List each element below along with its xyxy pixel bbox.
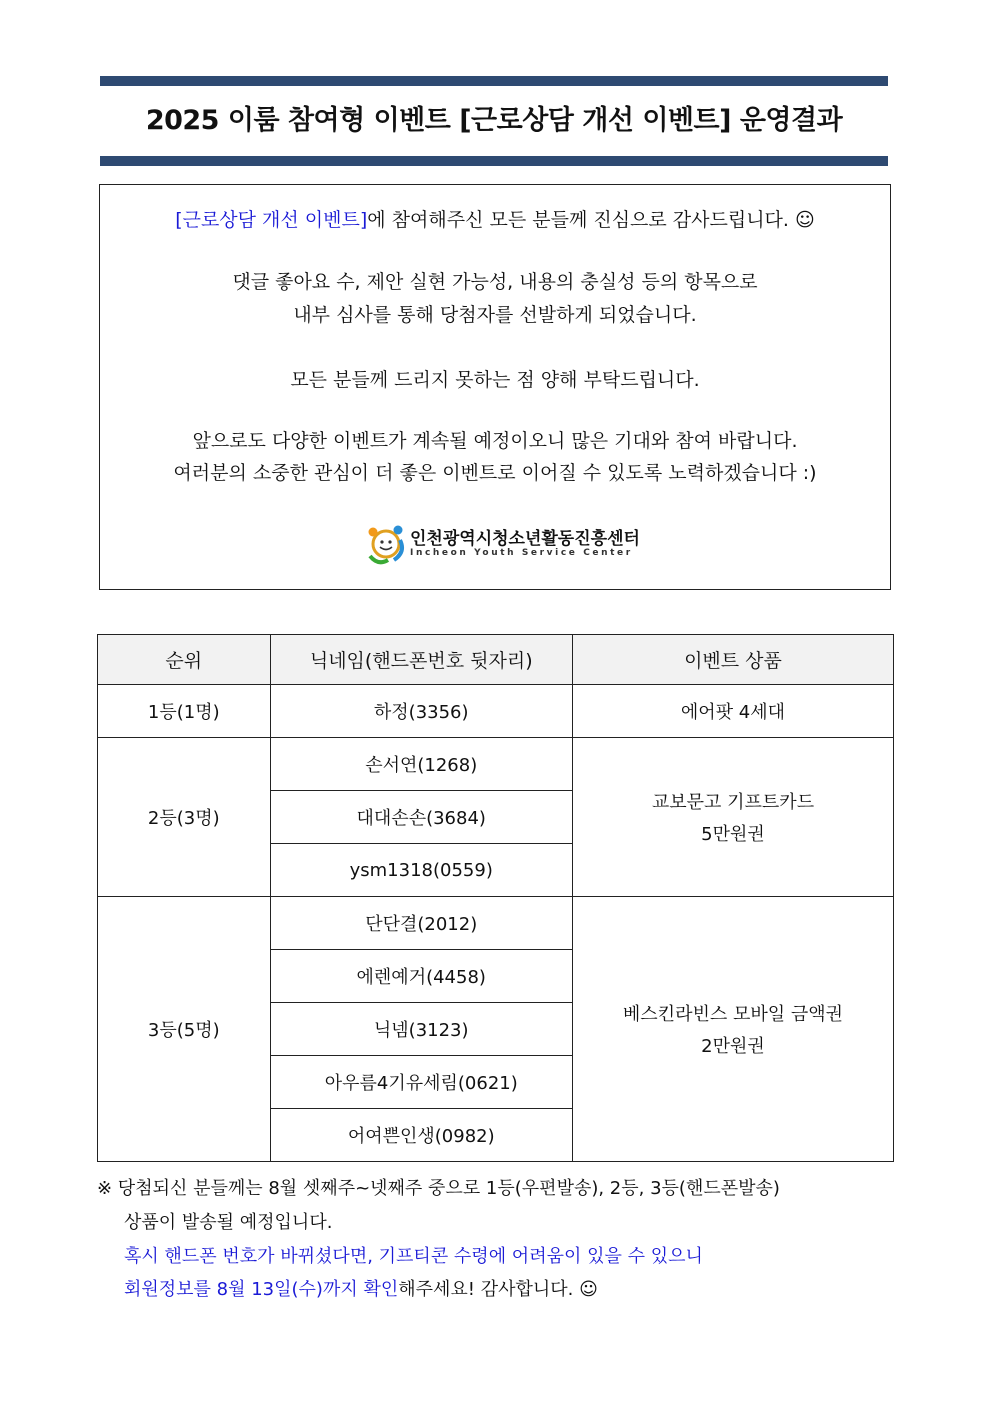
table-row — [98, 897, 894, 950]
thanks-text: 에 참여해주신 모든 분들께 진심으로 감사드립니다. ☺ — [367, 209, 815, 231]
winners-table — [97, 634, 894, 1162]
notice-line-3: 내부 심사를 통해 당첨자를 선발하게 되었습니다. — [293, 304, 697, 326]
page-title: 2025 이룸 참여형 이벤트 [근로상담 개선 이벤트] 운영결과 — [145, 105, 843, 136]
member-info-highlight: 회원정보를 8월 13일(수)까지 확인 — [124, 1279, 399, 1300]
center-logo — [364, 522, 640, 566]
footer-note-line-1: ※ 당첨되신 분들께는 8월 셋째주~넷째주 중으로 1등(우편발송), 2등, 3등(핸드폰발송) — [97, 1178, 780, 1199]
prize-cell — [572, 738, 893, 897]
winner-cell: 닉넴(3123) — [270, 1003, 572, 1056]
title-top-rule — [100, 76, 888, 86]
prize-line-1: 교보문고 기프트카드 — [651, 792, 815, 813]
footer-warning-line: 혹시 핸드폰 번호가 바뀌셨다면, 기프티콘 수령에 어려움이 있을 수 있으니 — [124, 1246, 703, 1267]
footer-note-line-2: 상품이 발송될 예정입니다. — [124, 1212, 333, 1233]
table-header-row — [98, 635, 894, 685]
winner-cell: 손서연(1268) — [270, 738, 572, 791]
notice-line-5: 앞으로도 다양한 이벤트가 계속될 예정이오니 많은 기대와 참여 바랍니다. — [192, 430, 798, 452]
table-row — [98, 685, 894, 738]
header-nickname: 닉네임(핸드폰번호 뒷자리) — [270, 635, 572, 685]
table-row — [98, 738, 894, 791]
closing-text: 해주세요! 감사합니다. ☺ — [398, 1279, 598, 1300]
logo-name-english: Incheon Youth Service Center — [410, 548, 633, 558]
winner-cell: 어여쁜인생(0982) — [270, 1109, 572, 1162]
notice-line-6: 여러분의 소중한 관심이 더 좋은 이벤트로 이어질 수 있도록 노력하겠습니다 :) — [173, 462, 817, 484]
prize-cell: 에어팟 4세대 — [572, 685, 893, 738]
logo-emblem-icon — [364, 522, 408, 566]
notice-line-2: 댓글 좋아요 수, 제안 실현 가능성, 내용의 충실성 등의 항목으로 — [232, 271, 758, 293]
winner-cell: ysm1318(0559) — [270, 844, 572, 897]
prize-line-2: 5만원권 — [701, 824, 765, 845]
header-prize: 이벤트 상품 — [572, 635, 893, 685]
notice-line-1 — [100, 205, 890, 232]
footer-note-line-4 — [124, 1275, 598, 1301]
winner-cell: 대대손손(3684) — [270, 791, 572, 844]
prize-cell — [572, 897, 893, 1162]
title-bottom-rule — [100, 156, 888, 166]
winner-cell: 하정(3356) — [270, 685, 572, 738]
header-rank: 순위 — [98, 635, 271, 685]
rank-cell: 1등(1명) — [98, 685, 271, 738]
winner-cell: 아우름4기유세림(0621) — [270, 1056, 572, 1109]
logo-name-korean: 인천광역시청소년활동진흥센터 — [410, 529, 640, 549]
notice-line-4: 모든 분들께 드리지 못하는 점 양해 부탁드립니다. — [290, 369, 700, 391]
winner-cell: 에렌예거(4458) — [270, 950, 572, 1003]
prize-line-1: 베스킨라빈스 모바일 금액권 — [622, 1004, 844, 1025]
event-name-highlight: [근로상담 개선 이벤트] — [175, 209, 368, 231]
winner-cell: 단단결(2012) — [270, 897, 572, 950]
prize-line-2: 2만원권 — [701, 1036, 765, 1057]
rank-cell: 2등(3명) — [98, 738, 271, 897]
rank-cell: 3등(5명) — [98, 897, 271, 1162]
